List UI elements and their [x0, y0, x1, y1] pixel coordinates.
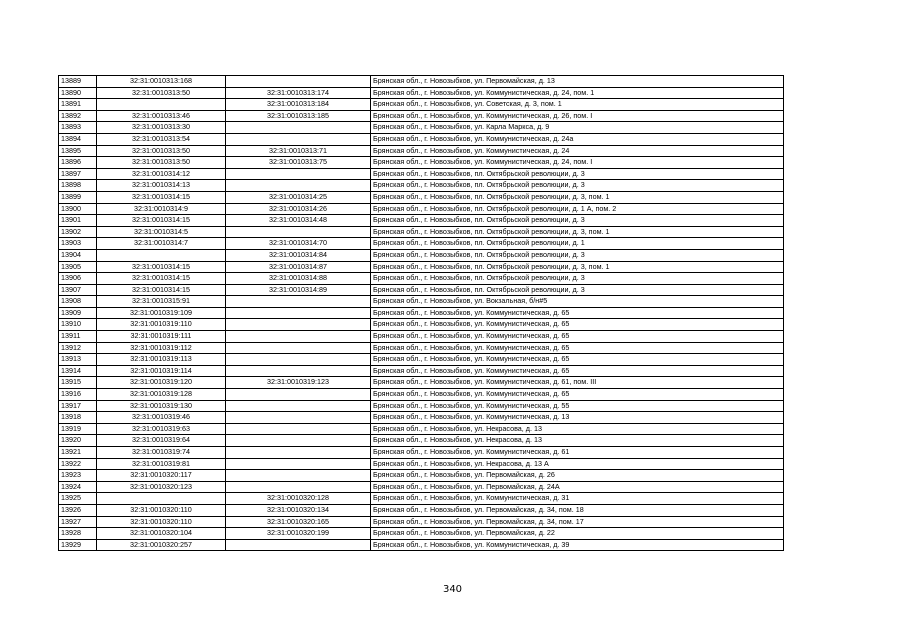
- linked-cadastral-number-cell: 32:31:0010320:165: [226, 516, 371, 528]
- cadastral-number-cell: 32:31:0010319:130: [97, 400, 226, 412]
- address-cell: Брянская обл., г. Новозыбков, пл. Октябрьской революции, д. 3: [371, 215, 784, 227]
- linked-cadastral-number-cell: 32:31:0010314:89: [226, 284, 371, 296]
- linked-cadastral-number-cell: [226, 423, 371, 435]
- row-number-cell: 13922: [59, 458, 97, 470]
- address-cell: Брянская обл., г. Новозыбков, ул. Коммунистическая, д. 65: [371, 365, 784, 377]
- linked-cadastral-number-cell: [226, 319, 371, 331]
- linked-cadastral-number-cell: 32:31:0010314:70: [226, 238, 371, 250]
- table-row: [59, 145, 784, 157]
- cadastral-number-cell: 32:31:0010315:91: [97, 296, 226, 308]
- row-number-cell: 13897: [59, 168, 97, 180]
- row-number-cell: 13919: [59, 423, 97, 435]
- cadastral-number-cell: 32:31:0010319:110: [97, 319, 226, 331]
- cadastral-number-cell: 32:31:0010314:9: [97, 203, 226, 215]
- row-number-cell: 13890: [59, 87, 97, 99]
- row-number-cell: 13908: [59, 296, 97, 308]
- address-cell: Брянская обл., г. Новозыбков, пл. Октябрьской революции, д. 3, пом. 1: [371, 261, 784, 273]
- table-row: [59, 319, 784, 331]
- property-registry-table: [58, 75, 784, 551]
- linked-cadastral-number-cell: [226, 226, 371, 238]
- table-row: [59, 99, 784, 111]
- row-number-cell: 13913: [59, 354, 97, 366]
- table-row: [59, 226, 784, 238]
- table-row: [59, 284, 784, 296]
- cadastral-number-cell: 32:31:0010319:111: [97, 331, 226, 343]
- address-cell: Брянская обл., г. Новозыбков, ул. Вокзальная, б/н#5: [371, 296, 784, 308]
- cadastral-number-cell: 32:31:0010313:50: [97, 157, 226, 169]
- linked-cadastral-number-cell: 32:31:0010320:199: [226, 528, 371, 540]
- table-row: [59, 238, 784, 250]
- linked-cadastral-number-cell: [226, 470, 371, 482]
- table-row: [59, 296, 784, 308]
- table-row: [59, 423, 784, 435]
- row-number-cell: 13903: [59, 238, 97, 250]
- linked-cadastral-number-cell: 32:31:0010313:184: [226, 99, 371, 111]
- address-cell: Брянская обл., г. Новозыбков, ул. Коммунистическая, д. 61, пом. III: [371, 377, 784, 389]
- cadastral-number-cell: 32:31:0010314:15: [97, 191, 226, 203]
- table-row: [59, 504, 784, 516]
- row-number-cell: 13924: [59, 481, 97, 493]
- row-number-cell: 13923: [59, 470, 97, 482]
- address-cell: Брянская обл., г. Новозыбков, ул. Коммунистическая, д. 65: [371, 331, 784, 343]
- table-row: [59, 87, 784, 99]
- cadastral-number-cell: 32:31:0010314:15: [97, 284, 226, 296]
- address-cell: Брянская обл., г. Новозыбков, ул. Советская, д. 3, пом. 1: [371, 99, 784, 111]
- cadastral-number-cell: 32:31:0010319:120: [97, 377, 226, 389]
- linked-cadastral-number-cell: [226, 447, 371, 459]
- cadastral-number-cell: 32:31:0010313:46: [97, 110, 226, 122]
- cadastral-number-cell: 32:31:0010314:15: [97, 215, 226, 227]
- linked-cadastral-number-cell: [226, 180, 371, 192]
- row-number-cell: 13917: [59, 400, 97, 412]
- address-cell: Брянская обл., г. Новозыбков, ул. Коммунистическая, д. 24а: [371, 133, 784, 145]
- table-row: [59, 261, 784, 273]
- row-number-cell: 13911: [59, 331, 97, 343]
- row-number-cell: 13898: [59, 180, 97, 192]
- row-number-cell: 13925: [59, 493, 97, 505]
- linked-cadastral-number-cell: [226, 458, 371, 470]
- address-cell: Брянская обл., г. Новозыбков, ул. Коммунистическая, д. 61: [371, 447, 784, 459]
- table-row: [59, 180, 784, 192]
- linked-cadastral-number-cell: [226, 168, 371, 180]
- address-cell: Брянская обл., г. Новозыбков, ул. Коммунистическая, д. 24, пом. I: [371, 157, 784, 169]
- address-cell: Брянская обл., г. Новозыбков, ул. Коммунистическая, д. 39: [371, 539, 784, 551]
- address-cell: Брянская обл., г. Новозыбков, пл. Октябрьской революции, д. 3: [371, 180, 784, 192]
- cadastral-number-cell: 32:31:0010320:110: [97, 516, 226, 528]
- row-number-cell: 13928: [59, 528, 97, 540]
- cadastral-number-cell: [97, 99, 226, 111]
- cadastral-number-cell: 32:31:0010320:104: [97, 528, 226, 540]
- table-row: [59, 331, 784, 343]
- linked-cadastral-number-cell: 32:31:0010314:88: [226, 273, 371, 285]
- table-row: [59, 458, 784, 470]
- linked-cadastral-number-cell: [226, 389, 371, 401]
- table-row: [59, 133, 784, 145]
- table-row: [59, 412, 784, 424]
- row-number-cell: 13910: [59, 319, 97, 331]
- page-number: 340: [442, 584, 463, 595]
- row-number-cell: 13918: [59, 412, 97, 424]
- linked-cadastral-number-cell: 32:31:0010320:128: [226, 493, 371, 505]
- address-cell: Брянская обл., г. Новозыбков, ул. Коммунистическая, д. 65: [371, 307, 784, 319]
- table-row: [59, 215, 784, 227]
- address-cell: Брянская обл., г. Новозыбков, пл. Октябрьской революции, д. 3: [371, 273, 784, 285]
- cadastral-number-cell: 32:31:0010313:50: [97, 145, 226, 157]
- table-row: [59, 122, 784, 134]
- address-cell: Брянская обл., г. Новозыбков, ул. Первомайская, д. 34, пом. 17: [371, 516, 784, 528]
- cadastral-number-cell: 32:31:0010320:110: [97, 504, 226, 516]
- row-number-cell: 13915: [59, 377, 97, 389]
- table-row: [59, 539, 784, 551]
- table-body: [59, 76, 784, 551]
- linked-cadastral-number-cell: [226, 435, 371, 447]
- address-cell: Брянская обл., г. Новозыбков, пл. Октябрьской революции, д. 1 А, пом. 2: [371, 203, 784, 215]
- linked-cadastral-number-cell: 32:31:0010319:123: [226, 377, 371, 389]
- cadastral-number-cell: 32:31:0010313:50: [97, 87, 226, 99]
- cadastral-number-cell: 32:31:0010319:81: [97, 458, 226, 470]
- address-cell: Брянская обл., г. Новозыбков, ул. Коммунистическая, д. 24, пом. 1: [371, 87, 784, 99]
- table-row: [59, 249, 784, 261]
- address-cell: Брянская обл., г. Новозыбков, пл. Октябрьской революции, д. 3: [371, 249, 784, 261]
- table-row: [59, 307, 784, 319]
- address-cell: Брянская обл., г. Новозыбков, ул. Первомайская, д. 26: [371, 470, 784, 482]
- address-cell: Брянская обл., г. Новозыбков, ул. Коммунистическая, д. 65: [371, 389, 784, 401]
- row-number-cell: 13905: [59, 261, 97, 273]
- row-number-cell: 13929: [59, 539, 97, 551]
- cadastral-number-cell: 32:31:0010313:54: [97, 133, 226, 145]
- row-number-cell: 13889: [59, 76, 97, 88]
- cadastral-number-cell: 32:31:0010314:15: [97, 273, 226, 285]
- table-row: [59, 273, 784, 285]
- row-number-cell: 13921: [59, 447, 97, 459]
- table-row: [59, 389, 784, 401]
- linked-cadastral-number-cell: [226, 331, 371, 343]
- row-number-cell: 13916: [59, 389, 97, 401]
- address-cell: Брянская обл., г. Новозыбков, ул. Коммунистическая, д. 65: [371, 319, 784, 331]
- row-number-cell: 13920: [59, 435, 97, 447]
- linked-cadastral-number-cell: [226, 365, 371, 377]
- address-cell: Брянская обл., г. Новозыбков, ул. Коммунистическая, д. 65: [371, 342, 784, 354]
- table-row: [59, 354, 784, 366]
- row-number-cell: 13899: [59, 191, 97, 203]
- linked-cadastral-number-cell: [226, 354, 371, 366]
- address-cell: Брянская обл., г. Новозыбков, ул. Некрасова, д. 13 А: [371, 458, 784, 470]
- linked-cadastral-number-cell: [226, 400, 371, 412]
- address-cell: Брянская обл., г. Новозыбков, пл. Октябрьской революции, д. 3, пом. 1: [371, 191, 784, 203]
- cadastral-number-cell: 32:31:0010319:114: [97, 365, 226, 377]
- cadastral-number-cell: [97, 493, 226, 505]
- row-number-cell: 13892: [59, 110, 97, 122]
- address-cell: Брянская обл., г. Новозыбков, ул. Первомайская, д. 34, пом. 18: [371, 504, 784, 516]
- table-row: [59, 447, 784, 459]
- linked-cadastral-number-cell: 32:31:0010313:185: [226, 110, 371, 122]
- cadastral-number-cell: 32:31:0010319:46: [97, 412, 226, 424]
- table-row: [59, 435, 784, 447]
- table-row: [59, 203, 784, 215]
- linked-cadastral-number-cell: [226, 296, 371, 308]
- cadastral-number-cell: 32:31:0010314:13: [97, 180, 226, 192]
- linked-cadastral-number-cell: 32:31:0010314:26: [226, 203, 371, 215]
- row-number-cell: 13927: [59, 516, 97, 528]
- row-number-cell: 13914: [59, 365, 97, 377]
- cadastral-number-cell: [97, 249, 226, 261]
- linked-cadastral-number-cell: [226, 539, 371, 551]
- linked-cadastral-number-cell: [226, 342, 371, 354]
- address-cell: Брянская обл., г. Новозыбков, ул. Некрасова, д. 13: [371, 435, 784, 447]
- table-row: [59, 76, 784, 88]
- table-row: [59, 191, 784, 203]
- address-cell: Брянская обл., г. Новозыбков, ул. Коммунистическая, д. 13: [371, 412, 784, 424]
- linked-cadastral-number-cell: 32:31:0010314:84: [226, 249, 371, 261]
- cadastral-number-cell: 32:31:0010319:128: [97, 389, 226, 401]
- row-number-cell: 13900: [59, 203, 97, 215]
- linked-cadastral-number-cell: [226, 412, 371, 424]
- cadastral-number-cell: 32:31:0010319:109: [97, 307, 226, 319]
- row-number-cell: 13902: [59, 226, 97, 238]
- row-number-cell: 13912: [59, 342, 97, 354]
- address-cell: Брянская обл., г. Новозыбков, ул. Коммунистическая, д. 65: [371, 354, 784, 366]
- cadastral-number-cell: 32:31:0010319:113: [97, 354, 226, 366]
- linked-cadastral-number-cell: [226, 307, 371, 319]
- cadastral-number-cell: 32:31:0010319:112: [97, 342, 226, 354]
- cadastral-number-cell: 32:31:0010314:5: [97, 226, 226, 238]
- linked-cadastral-number-cell: 32:31:0010313:71: [226, 145, 371, 157]
- linked-cadastral-number-cell: 32:31:0010320:134: [226, 504, 371, 516]
- linked-cadastral-number-cell: 32:31:0010314:87: [226, 261, 371, 273]
- table-row: [59, 342, 784, 354]
- linked-cadastral-number-cell: 32:31:0010313:174: [226, 87, 371, 99]
- table-row: [59, 400, 784, 412]
- row-number-cell: 13901: [59, 215, 97, 227]
- linked-cadastral-number-cell: 32:31:0010314:25: [226, 191, 371, 203]
- linked-cadastral-number-cell: [226, 133, 371, 145]
- address-cell: Брянская обл., г. Новозыбков, ул. Коммунистическая, д. 55: [371, 400, 784, 412]
- cadastral-number-cell: 32:31:0010320:257: [97, 539, 226, 551]
- address-cell: Брянская обл., г. Новозыбков, ул. Коммунистическая, д. 24: [371, 145, 784, 157]
- cadastral-number-cell: 32:31:0010319:63: [97, 423, 226, 435]
- linked-cadastral-number-cell: 32:31:0010314:48: [226, 215, 371, 227]
- row-number-cell: 13896: [59, 157, 97, 169]
- linked-cadastral-number-cell: 32:31:0010313:75: [226, 157, 371, 169]
- address-cell: Брянская обл., г. Новозыбков, пл. Октябрьской революции, д. 3: [371, 168, 784, 180]
- table-row: [59, 481, 784, 493]
- cadastral-number-cell: 32:31:0010314:15: [97, 261, 226, 273]
- linked-cadastral-number-cell: [226, 76, 371, 88]
- table-row: [59, 528, 784, 540]
- table-row: [59, 110, 784, 122]
- address-cell: Брянская обл., г. Новозыбков, пл. Октябрьской революции, д. 3, пом. 1: [371, 226, 784, 238]
- row-number-cell: 13926: [59, 504, 97, 516]
- address-cell: Брянская обл., г. Новозыбков, пл. Октябрьской революции, д. 3: [371, 284, 784, 296]
- cadastral-number-cell: 32:31:0010314:12: [97, 168, 226, 180]
- address-cell: Брянская обл., г. Новозыбков, ул. Первомайская, д. 13: [371, 76, 784, 88]
- address-cell: Брянская обл., г. Новозыбков, ул. Первомайская, д. 24А: [371, 481, 784, 493]
- table-row: [59, 493, 784, 505]
- row-number-cell: 13909: [59, 307, 97, 319]
- linked-cadastral-number-cell: [226, 122, 371, 134]
- address-cell: Брянская обл., г. Новозыбков, ул. Коммунистическая, д. 26, пом. I: [371, 110, 784, 122]
- address-cell: Брянская обл., г. Новозыбков, ул. Некрасова, д. 13: [371, 423, 784, 435]
- address-cell: Брянская обл., г. Новозыбков, ул. Карла Маркса, д. 9: [371, 122, 784, 134]
- table-row: [59, 470, 784, 482]
- table-row: [59, 168, 784, 180]
- table-row: [59, 365, 784, 377]
- row-number-cell: 13906: [59, 273, 97, 285]
- row-number-cell: 13894: [59, 133, 97, 145]
- address-cell: Брянская обл., г. Новозыбков, ул. Первомайская, д. 22: [371, 528, 784, 540]
- cadastral-number-cell: 32:31:0010314:7: [97, 238, 226, 250]
- row-number-cell: 13904: [59, 249, 97, 261]
- row-number-cell: 13891: [59, 99, 97, 111]
- table-row: [59, 157, 784, 169]
- cadastral-number-cell: 32:31:0010320:117: [97, 470, 226, 482]
- cadastral-number-cell: 32:31:0010319:64: [97, 435, 226, 447]
- row-number-cell: 13907: [59, 284, 97, 296]
- address-cell: Брянская обл., г. Новозыбков, ул. Коммунистическая, д. 31: [371, 493, 784, 505]
- linked-cadastral-number-cell: [226, 481, 371, 493]
- cadastral-number-cell: 32:31:0010320:123: [97, 481, 226, 493]
- row-number-cell: 13893: [59, 122, 97, 134]
- table-row: [59, 516, 784, 528]
- cadastral-number-cell: 32:31:0010313:168: [97, 76, 226, 88]
- row-number-cell: 13895: [59, 145, 97, 157]
- address-cell: Брянская обл., г. Новозыбков, пл. Октябрьской революции, д. 1: [371, 238, 784, 250]
- table-row: [59, 377, 784, 389]
- cadastral-number-cell: 32:31:0010313:30: [97, 122, 226, 134]
- cadastral-number-cell: 32:31:0010319:74: [97, 447, 226, 459]
